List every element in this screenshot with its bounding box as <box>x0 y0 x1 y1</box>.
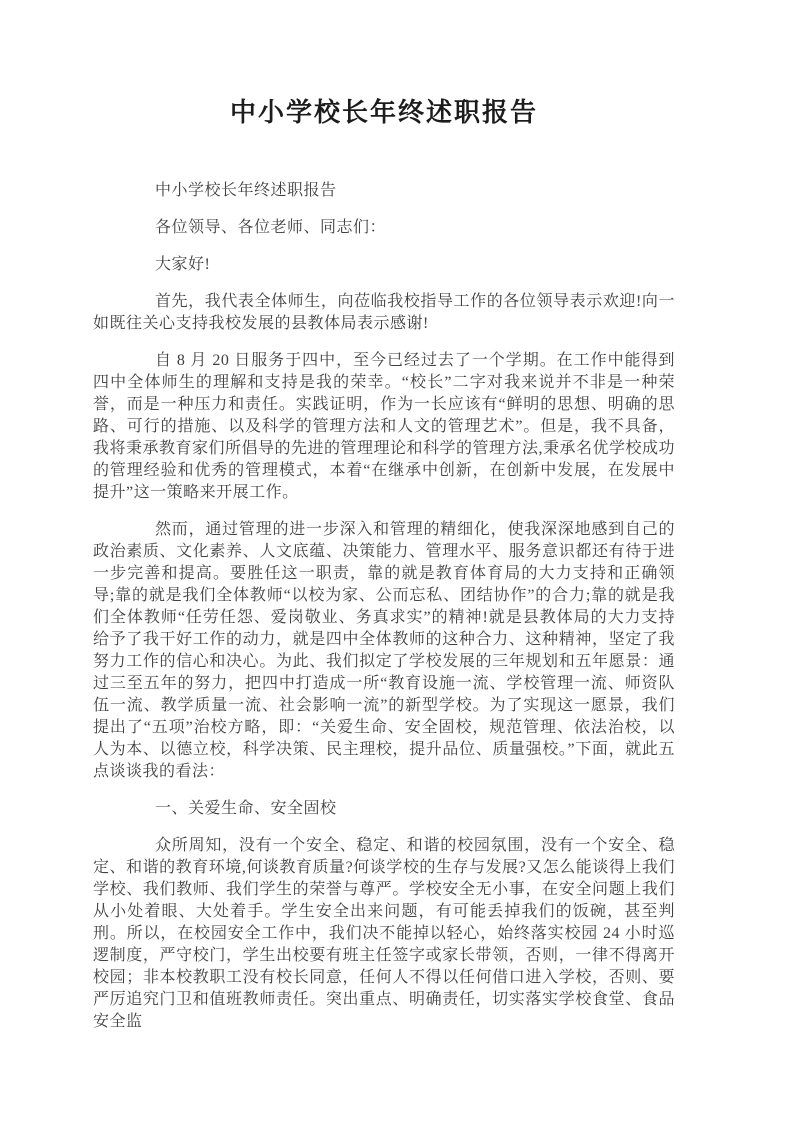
paragraph-section-heading-1: 一、关爱生命、安全固校 <box>155 800 337 817</box>
paragraph-greeting: 大家好! <box>155 256 211 273</box>
paragraph-salutation: 各位领导、各位老师、同志们： <box>155 219 387 236</box>
paragraph-safety: 众所周知，没有一个安全、稳定、和谐的校园氛围，没有一个安全、稳定、和谐的教育环境,何谈教育质量?何谈学校的生存与发展?又怎么能谈得上我们学校、我们教师、我们学生的荣誉与尊严。学校安全无小事，在安全问题上我们从小处着眼、大处着手。学生安全出来问题，有可能丢掉我们的饭碗，甚至判刑。所以，在校园安全工作中，我们决不能掉以轻心，始终落实校园 24 小时巡逻制度，严守校门，学生出校要有班主任签字或家长带领，否则，一律不得离开校园；非本校教职工没有校长同意，任何人不得以任何借口进入学校，否则、要严厉追究门卫和值班教师责任。突出重点、明确责任，切实落实学校食堂、食品安全监 <box>93 837 675 1030</box>
document-content <box>93 96 675 1033</box>
document-title: 中小学校长年终述职报告 <box>229 98 538 127</box>
paragraph-welcome: 首先，我代表全体师生，向莅临我校指导工作的各位领导表示欢迎!向一如既往关心支持我校发展的县教体局表示感谢! <box>93 293 675 332</box>
paragraph-title-repeat: 中小学校长年终述职报告 <box>155 182 337 199</box>
paragraph-service-review: 自 8 月 20 日服务于四中，至今已经过去了一个学期。在工作中能得到四中全体师生的理解和支持是我的荣幸。“校长”二字对我来说并不非是一种荣誉，而是一种压力和责任。实践证明，作为一长应该有“鲜明的思想、明确的思路、可行的措施、以及科学的管理方法和人文的管理艺术”。但是，我不具备，我将秉承教育家们所倡导的先进的管理理论和科学的管理方法,秉承名优学校成功的管理经验和优秀的管理模式，本着“在继承中创新，在创新中发展，在发展中提升”这一策略来开展工作。 <box>93 352 676 501</box>
paragraph-management-vision: 然而，通过管理的进一步深入和管理的精细化，使我深深地感到自己的政治素质、文化素养、人文底蕴、决策能力、管理水平、服务意识都还有待于进一步完善和提高。要胜任这一职责，靠的就是教育体育局的大力支持和正确领导;靠的就是我们全体教师“以校为家、公而忘私、团结协作”的合力;靠的就是我们全体教师“任劳任怨、爱岗敬业、务真求实”的精神!就是县教体局的大力支持给予了我干好工作的动力，就是四中全体教师的这种合力、这种精神，坚定了我努力工作的信心和决心。为此、我们拟定了学校发展的三年规划和五年愿景：通过三至五年的努力，把四中打造成一所“教育设施一流、学校管理一流、师资队伍一流、教学质量一流、社会影响一流”的新型学校。为了实现这一愿景，我们提出了“五项”治校方略，即：“关爱生命、安全固校，规范管理、依法治校，以人为本、以德立校，科学决策、民主理校，提升品位、质量强校。”下面，就此五点谈谈我的看法： <box>93 521 675 780</box>
